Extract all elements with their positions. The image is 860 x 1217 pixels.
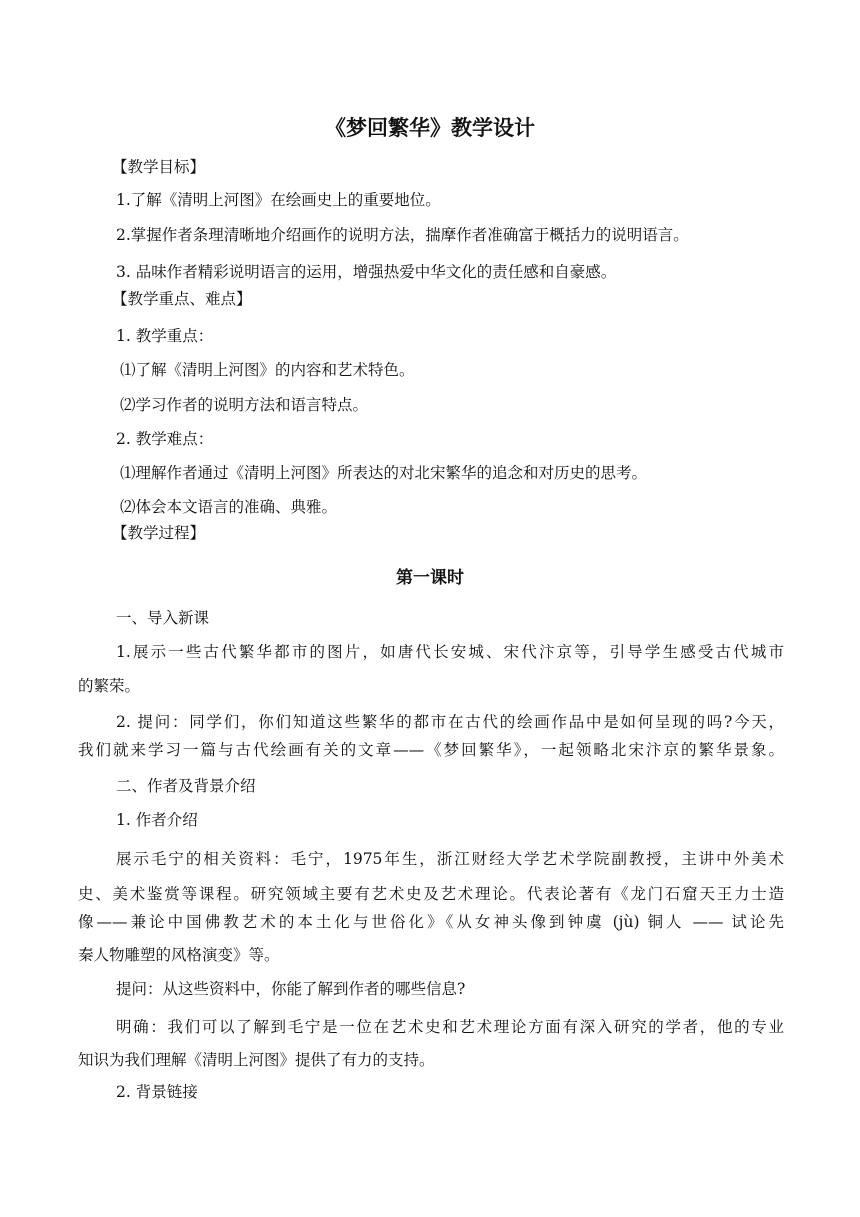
- focus-item: ⑴了解《清明上河图》的内容和艺术特色。: [120, 361, 415, 379]
- key-points-heading: 【教学重点、难点】: [112, 290, 252, 308]
- difficulty-item: ⑴理解作者通过《清明上河图》所表达的对北宋繁华的追念和对历史的思考。: [120, 464, 648, 482]
- paragraph-line: 我们就来学习一篇与古代绘画有关的文章——《梦回繁华》，一起领略北宋汴京的繁华景象。: [78, 741, 784, 759]
- paragraph-line: 秦人物雕塑的风格演变》等。: [78, 946, 280, 964]
- paragraph-line: 2. 提问：同学们，你们知道这些繁华的都市在古代的绘画作品中是如何呈现的吗?今天，: [116, 713, 784, 731]
- goal-item: 3. 品味作者精彩说明语言的运用，增强热爱中华文化的责任感和自豪感。: [116, 263, 617, 281]
- paragraph-line: 像——兼论中国佛教艺术的本土化与世俗化》《从女神头像到钟虞 (jù) 铜人 —— 试论先: [78, 913, 784, 931]
- focus-label: 1. 教学重点：: [116, 327, 214, 345]
- document-title: 《梦回繁华》教学设计: [325, 116, 535, 140]
- difficulty-item: ⑵体会本文语言的准确、典雅。: [120, 498, 338, 516]
- paragraph-line: 提问：从这些资料中，你能了解到作者的哪些信息?: [116, 980, 466, 998]
- paragraph-line: 史、美术鉴赏等课程。研究领域主要有艺术史及艺术理论。代表论著有《龙门石窟天王力士造: [78, 885, 784, 903]
- goal-item: 1.了解《清明上河图》在绘画史上的重要地位。: [116, 191, 441, 209]
- goal-item: 2.掌握作者条理清晰地介绍画作的说明方法，揣摩作者准确富于概括力的说明语言。: [116, 226, 689, 244]
- difficulty-label: 2. 教学难点：: [116, 430, 214, 448]
- section-heading: 一、导入新课: [116, 609, 210, 627]
- subsection-heading: 1. 作者介绍: [116, 811, 198, 829]
- paragraph-line: 明确：我们可以了解到毛宁是一位在艺术史和艺术理论方面有深入研究的学者，他的专业: [116, 1018, 784, 1036]
- process-heading: 【教学过程】: [112, 524, 206, 542]
- lesson-title: 第一课时: [396, 568, 464, 588]
- paragraph-line: 的繁荣。: [78, 677, 141, 695]
- focus-item: ⑵学习作者的说明方法和语言特点。: [120, 396, 369, 414]
- goals-heading: 【教学目标】: [112, 158, 206, 176]
- paragraph-line: 1.展示一些古代繁华都市的图片，如唐代长安城、宋代汴京等，引导学生感受古代城市: [116, 643, 784, 661]
- section-heading: 二、作者及背景介绍: [116, 777, 256, 795]
- paragraph-line: 展示毛宁的相关资料：毛宁，1975年生，浙江财经大学艺术学院副教授，主讲中外美术: [116, 850, 784, 868]
- subsection-heading: 2. 背景链接: [116, 1083, 198, 1101]
- paragraph-line: 知识为我们理解《清明上河图》提供了有力的支持。: [78, 1051, 435, 1069]
